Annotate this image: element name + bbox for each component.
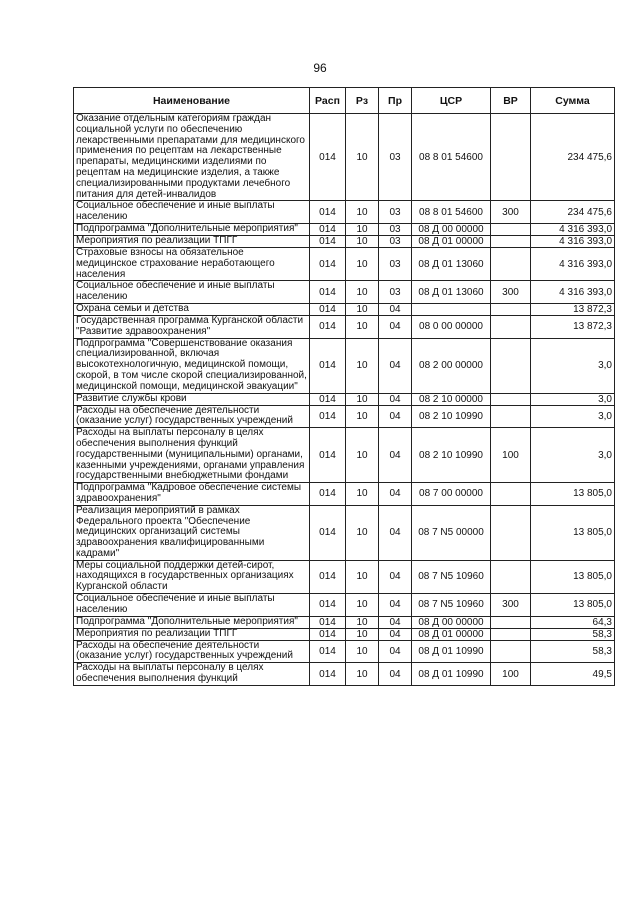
cell-rasp: 014	[310, 114, 346, 201]
cell-rz: 10	[346, 483, 379, 506]
cell-csr: 08 Д 01 13060	[412, 247, 491, 280]
cell-csr: 08 Д 01 13060	[412, 281, 491, 304]
cell-rasp: 014	[310, 223, 346, 235]
cell-pr: 03	[379, 281, 412, 304]
table-row	[74, 338, 615, 393]
cell-name: Расходы на выплаты персоналу в целях обеспечения выполнения функций	[74, 663, 310, 686]
cell-sum: 4 316 393,0	[531, 247, 615, 280]
cell-rasp: 014	[310, 315, 346, 338]
cell-name: Государственная программа Курганской области "Развитие здравоохранения"	[74, 315, 310, 338]
header-rz: Рз	[346, 88, 379, 114]
page-number: 96	[313, 61, 327, 75]
cell-name: Социальное обеспечение и иные выплаты населению	[74, 594, 310, 617]
cell-vr	[491, 235, 531, 247]
cell-name: Подпрограмма "Кадровое обеспечение системы здравоохранения"	[74, 483, 310, 506]
table-row	[74, 640, 615, 663]
cell-vr: 100	[491, 428, 531, 483]
cell-vr	[491, 483, 531, 506]
cell-pr: 03	[379, 247, 412, 280]
cell-pr: 04	[379, 505, 412, 560]
cell-vr: 300	[491, 594, 531, 617]
cell-sum: 4 316 393,0	[531, 223, 615, 235]
cell-rz: 10	[346, 505, 379, 560]
cell-csr: 08 7 N5 10960	[412, 560, 491, 593]
table-row	[74, 223, 615, 235]
cell-rasp: 014	[310, 663, 346, 686]
cell-sum: 13 805,0	[531, 505, 615, 560]
cell-csr: 08 2 10 10990	[412, 405, 491, 428]
cell-name: Страховые взносы на обязательное медицинское страхование неработающего населения	[74, 247, 310, 280]
header-name: Наименование	[74, 88, 310, 114]
cell-name: Социальное обеспечение и иные выплаты населению	[74, 281, 310, 304]
cell-csr: 08 2 00 00000	[412, 338, 491, 393]
cell-name: Расходы на обеспечение деятельности (оказание услуг) государственных учреждений	[74, 640, 310, 663]
cell-rz: 10	[346, 640, 379, 663]
table-row	[74, 483, 615, 506]
header-sum: Сумма	[531, 88, 615, 114]
cell-name: Мероприятия по реализации ТПГГ	[74, 628, 310, 640]
cell-csr	[412, 303, 491, 315]
table-row	[74, 560, 615, 593]
cell-rz: 10	[346, 338, 379, 393]
cell-sum: 234 475,6	[531, 201, 615, 224]
cell-name: Оказание отдельным категориям граждан социальной услуги по обеспечению лекарственными препаратами для медицинского применения по рецептам на лекарственные препараты, медицинскими изделиями по рецептам на медицинские изделия, а также специализированными продуктами лечебного питания для детей-инвалидов	[74, 114, 310, 201]
cell-rz: 10	[346, 628, 379, 640]
cell-sum: 4 316 393,0	[531, 235, 615, 247]
cell-csr: 08 7 00 00000	[412, 483, 491, 506]
cell-vr	[491, 114, 531, 201]
table-body	[74, 114, 615, 686]
cell-rasp: 014	[310, 560, 346, 593]
table-row	[74, 505, 615, 560]
cell-rasp: 014	[310, 338, 346, 393]
cell-rasp: 014	[310, 505, 346, 560]
cell-pr: 04	[379, 338, 412, 393]
header-pr: Пр	[379, 88, 412, 114]
cell-vr	[491, 616, 531, 628]
cell-rz: 10	[346, 393, 379, 405]
cell-sum: 13 872,3	[531, 303, 615, 315]
cell-csr: 08 Д 01 00000	[412, 628, 491, 640]
cell-sum: 13 805,0	[531, 560, 615, 593]
cell-pr: 04	[379, 483, 412, 506]
cell-rz: 10	[346, 303, 379, 315]
cell-rasp: 014	[310, 235, 346, 247]
table-row	[74, 315, 615, 338]
header-csr: ЦСР	[412, 88, 491, 114]
cell-csr: 08 Д 01 00000	[412, 235, 491, 247]
cell-sum: 13 805,0	[531, 483, 615, 506]
cell-rz: 10	[346, 223, 379, 235]
cell-sum: 3,0	[531, 428, 615, 483]
cell-sum: 64,3	[531, 616, 615, 628]
cell-sum: 234 475,6	[531, 114, 615, 201]
cell-sum: 3,0	[531, 338, 615, 393]
cell-pr: 03	[379, 201, 412, 224]
cell-pr: 04	[379, 303, 412, 315]
cell-csr: 08 Д 00 00000	[412, 223, 491, 235]
cell-csr: 08 0 00 00000	[412, 315, 491, 338]
cell-rz: 10	[346, 560, 379, 593]
cell-rasp: 014	[310, 628, 346, 640]
cell-vr: 100	[491, 663, 531, 686]
cell-name: Расходы на выплаты персоналу в целях обеспечения выполнения функций государственными (муниципальными) органами, казенными учреждениями, органами управления государственными внебюджетными фондами	[74, 428, 310, 483]
table-row	[74, 303, 615, 315]
header-rasp: Расп	[310, 88, 346, 114]
table-row	[74, 594, 615, 617]
cell-name: Социальное обеспечение и иные выплаты населению	[74, 201, 310, 224]
cell-pr: 04	[379, 628, 412, 640]
cell-rasp: 014	[310, 247, 346, 280]
cell-pr: 04	[379, 616, 412, 628]
cell-vr	[491, 560, 531, 593]
cell-pr: 03	[379, 223, 412, 235]
cell-vr	[491, 223, 531, 235]
cell-rasp: 014	[310, 483, 346, 506]
cell-rz: 10	[346, 235, 379, 247]
table-row	[74, 616, 615, 628]
cell-pr: 04	[379, 594, 412, 617]
cell-csr: 08 2 10 10990	[412, 428, 491, 483]
cell-rz: 10	[346, 114, 379, 201]
cell-rasp: 014	[310, 428, 346, 483]
cell-vr: 300	[491, 281, 531, 304]
cell-rz: 10	[346, 281, 379, 304]
cell-rz: 10	[346, 201, 379, 224]
cell-rasp: 014	[310, 640, 346, 663]
cell-pr: 04	[379, 428, 412, 483]
cell-pr: 04	[379, 405, 412, 428]
cell-sum: 3,0	[531, 405, 615, 428]
cell-sum: 49,5	[531, 663, 615, 686]
cell-name: Меры социальной поддержки детей-сирот, находящихся в государственных организациях Курганской области	[74, 560, 310, 593]
cell-pr: 04	[379, 393, 412, 405]
cell-csr: 08 Д 00 00000	[412, 616, 491, 628]
cell-rasp: 014	[310, 303, 346, 315]
cell-vr	[491, 303, 531, 315]
table-row	[74, 405, 615, 428]
cell-sum: 58,3	[531, 628, 615, 640]
cell-rz: 10	[346, 428, 379, 483]
cell-csr: 08 Д 01 10990	[412, 640, 491, 663]
cell-pr: 04	[379, 663, 412, 686]
cell-rz: 10	[346, 594, 379, 617]
cell-csr: 08 8 01 54600	[412, 201, 491, 224]
cell-sum: 13 805,0	[531, 594, 615, 617]
cell-name: Подпрограмма "Дополнительные мероприятия"	[74, 223, 310, 235]
cell-rz: 10	[346, 616, 379, 628]
table-row	[74, 201, 615, 224]
cell-name: Охрана семьи и детства	[74, 303, 310, 315]
cell-name: Подпрограмма "Совершенствование оказания специализированной, включая высокотехнологичную, медицинской помощи, скорой, в том числе скорой специализированной, медицинской помощи, медицинской эвакуации"	[74, 338, 310, 393]
cell-rz: 10	[346, 405, 379, 428]
cell-vr: 300	[491, 201, 531, 224]
cell-vr	[491, 247, 531, 280]
header-row	[74, 88, 615, 114]
cell-rz: 10	[346, 315, 379, 338]
cell-name: Расходы на обеспечение деятельности (оказание услуг) государственных учреждений	[74, 405, 310, 428]
cell-vr	[491, 405, 531, 428]
table-row	[74, 628, 615, 640]
cell-vr	[491, 640, 531, 663]
cell-csr: 08 8 01 54600	[412, 114, 491, 201]
table-row	[74, 393, 615, 405]
cell-vr	[491, 338, 531, 393]
cell-pr: 04	[379, 640, 412, 663]
cell-csr: 08 7 N5 10960	[412, 594, 491, 617]
cell-rz: 10	[346, 247, 379, 280]
cell-pr: 03	[379, 114, 412, 201]
cell-name: Реализация мероприятий в рамках Федерального проекта "Обеспечение медицинских организаций системы здравоохранения квалифицированными кадрами"	[74, 505, 310, 560]
cell-rz: 10	[346, 663, 379, 686]
cell-sum: 3,0	[531, 393, 615, 405]
cell-vr	[491, 393, 531, 405]
budget-table	[73, 87, 615, 686]
cell-sum: 13 872,3	[531, 315, 615, 338]
cell-name: Подпрограмма "Дополнительные мероприятия"	[74, 616, 310, 628]
table-row	[74, 663, 615, 686]
header-vr: ВР	[491, 88, 531, 114]
cell-rasp: 014	[310, 281, 346, 304]
table-row	[74, 235, 615, 247]
cell-name: Мероприятия по реализации ТПГГ	[74, 235, 310, 247]
table-row	[74, 281, 615, 304]
cell-vr	[491, 315, 531, 338]
cell-csr: 08 7 N5 00000	[412, 505, 491, 560]
cell-pr: 04	[379, 560, 412, 593]
cell-csr: 08 Д 01 10990	[412, 663, 491, 686]
cell-rasp: 014	[310, 201, 346, 224]
cell-rasp: 014	[310, 405, 346, 428]
cell-pr: 03	[379, 235, 412, 247]
cell-name: Развитие службы крови	[74, 393, 310, 405]
cell-vr	[491, 505, 531, 560]
cell-pr: 04	[379, 315, 412, 338]
cell-sum: 58,3	[531, 640, 615, 663]
table-row	[74, 247, 615, 280]
cell-sum: 4 316 393,0	[531, 281, 615, 304]
cell-rasp: 014	[310, 393, 346, 405]
cell-rasp: 014	[310, 594, 346, 617]
table-row	[74, 428, 615, 483]
cell-vr	[491, 628, 531, 640]
cell-rasp: 014	[310, 616, 346, 628]
table-row	[74, 114, 615, 201]
cell-csr: 08 2 10 00000	[412, 393, 491, 405]
